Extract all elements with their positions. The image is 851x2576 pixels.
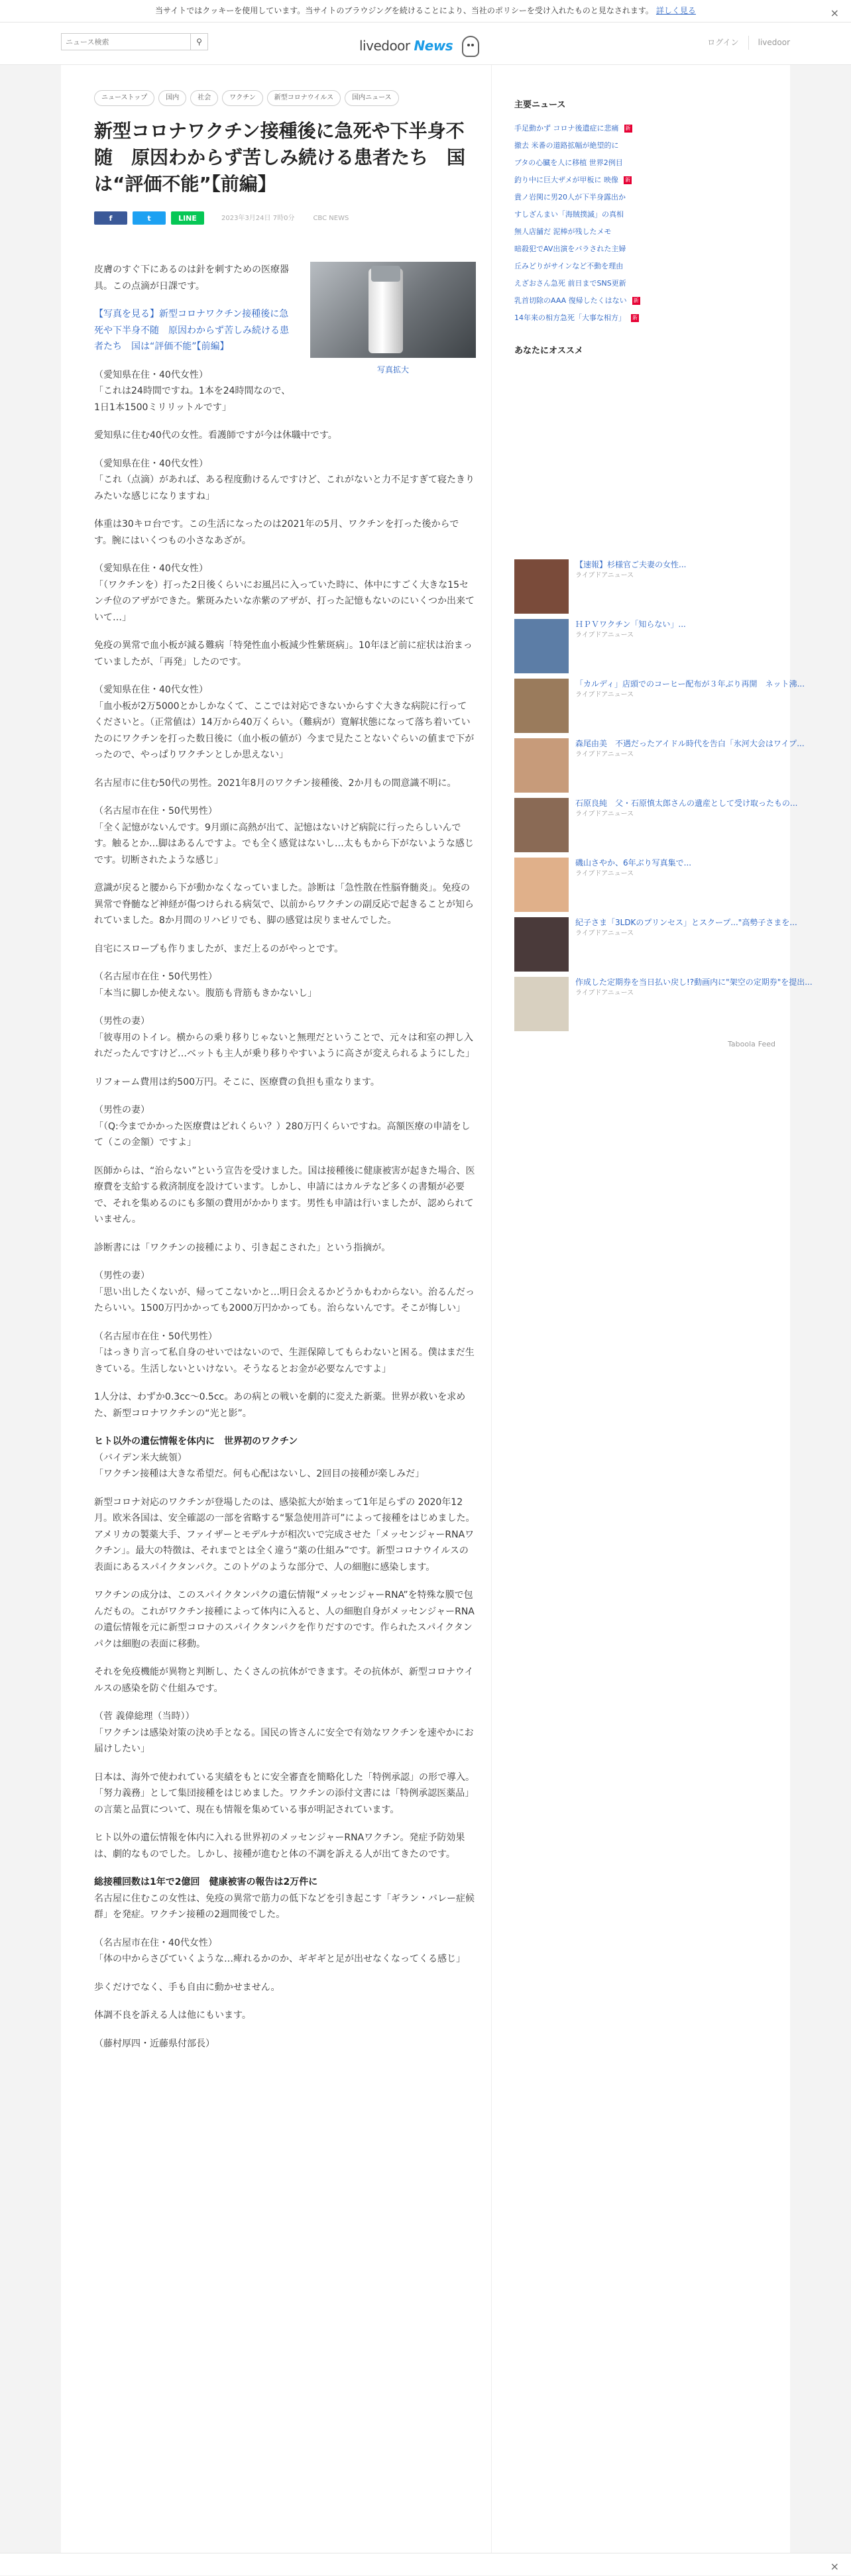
recommend-item[interactable]: [514, 619, 775, 677]
breadcrumb-item[interactable]: ワクチン: [222, 90, 263, 106]
quote-speaker: （名古屋市在住・50代男性）: [94, 972, 217, 983]
quote-text: 「全く記憶がないんです。9月頭に高熱が出て、記憶はないけど病院に行ったらしいんです。触るとか…脚はあるんですよ。でも全く感覚はないし…太ももから下がないような感じです。切断されたような感じ」: [94, 822, 474, 866]
quote-speaker: （愛知県在住・40代女性）: [94, 685, 208, 696]
recommend-source: ライブドアニュース: [575, 930, 634, 938]
recommend-item[interactable]: [514, 798, 798, 856]
top-news-item[interactable]: [514, 206, 775, 223]
taboola-feed: Feed: [758, 1039, 775, 1048]
article-source[interactable]: CBC NEWS: [313, 214, 349, 222]
quote-speaker: （愛知県在住・40代女性）: [94, 458, 208, 469]
photo-enlarge-link[interactable]: 写真拡大: [376, 365, 409, 375]
quote-text: 「（ワクチンを）打った2日後くらいにお風呂に入っていた時に、体中にすごく大きな15センチ位のアザができた。紫斑みたいな赤紫のアザが、打った記憶もないのにいくつか出来ていて…」: [94, 579, 475, 623]
quote-speaker: （バイデン米大統領）: [94, 1452, 187, 1463]
recommend-thumbnail[interactable]: [514, 977, 569, 1031]
recommend-title[interactable]: 森尾由美 不遇だったアイドル時代を告白「氷河大会はワイプ...: [575, 738, 805, 748]
article-paragraph: 免疫の異常で血小板が減る難病「特発性血小板減少性紫斑病」。10年ほど前に症状は治まっていましたが、「再発」したのです。: [94, 640, 473, 667]
top-news-title: 丘みどりがサインなど不動を理由: [514, 261, 624, 270]
article-body: [94, 262, 476, 2052]
quote-text: 「本当に脚しか使えない。腹筋も背筋もきかないし」: [94, 987, 317, 999]
recommend-list: [514, 559, 813, 1035]
recommend-title[interactable]: 作成した定期券を当日払い戻し!?動画内に"架空の定期券"を提出...: [575, 977, 813, 987]
article-photo[interactable]: [310, 262, 476, 377]
recommend-thumbnail[interactable]: [514, 858, 569, 912]
recommend-item[interactable]: [514, 858, 775, 916]
top-news-heading: 主要ニュース: [514, 100, 566, 110]
photo-link[interactable]: 【写真を見る】新型コロナワクチン接種後に急死や下半身不随 原因わからず苦しみ続ける患者たち 国は“評価不能”【前編】: [94, 309, 289, 353]
site-logo[interactable]: [359, 34, 479, 58]
new-badge: 新: [625, 176, 631, 183]
recommend-source: ライブドアニュース: [575, 811, 634, 818]
recommend-source: ライブドアニュース: [575, 691, 634, 699]
logo-news: News: [414, 38, 453, 54]
bottom-bar: [0, 2553, 851, 2575]
line-share-button[interactable]: LINE: [171, 211, 204, 225]
article-paragraph: （藤村厚四・近藤県付部長）: [94, 2038, 215, 2049]
quote-text: 「思い出したくないが、帰ってこないかと…明日会えるかどうかもわからない。治るんだったらいい。1500万円かかっても2000万円かかっても。治らないんです。そこが悔しい」: [94, 1286, 475, 1314]
top-news-item[interactable]: [514, 258, 775, 275]
top-news-title: 撤去 米番の道路拡幅が絶望的に: [514, 140, 619, 150]
recommend-title[interactable]: ＨＰＶワクチン「知らない」...: [575, 619, 686, 629]
top-news-title: ブタの心臓を人に移植 世界2例目: [514, 158, 623, 167]
recommend-title[interactable]: 磯山さやか、6年ぶり写真集で...: [575, 858, 692, 868]
quote-block: [94, 456, 476, 505]
article-paragraph: 歩くだけでなく、手も自由に動かせません。: [94, 1982, 280, 1993]
close-icon[interactable]: ×: [830, 7, 839, 19]
share-bar: [94, 211, 476, 225]
article-paragraph: 名古屋市に住む50代の男性。2021年8月のワクチン接種後、2か月もの間意識不明に。: [94, 777, 457, 789]
recommend-thumbnail[interactable]: [514, 917, 569, 972]
quote-speaker: （愛知県在住・40代女性）: [94, 563, 208, 575]
top-news-item[interactable]: [514, 154, 775, 172]
top-news-item[interactable]: [514, 309, 775, 327]
recommend-title[interactable]: 【速報】杉様官ご夫妻の女性...: [575, 559, 687, 569]
recommend-title[interactable]: 紀子さま「3LDKのプリンセス」とスクープ..."高勢子さまを...: [575, 917, 797, 927]
top-news-item[interactable]: [514, 189, 775, 206]
quote-block: [94, 561, 476, 626]
quote-speaker: （名古屋市在住・40代女性）: [94, 1937, 217, 1948]
top-news-item[interactable]: [514, 292, 775, 309]
recommend-source: ライブドアニュース: [575, 751, 634, 759]
quote-text: 「（Q:今までかかった医療費はどれくらい？）280万円くらいですね。高額医療の申請をして（この金額）ですよ」: [94, 1121, 471, 1148]
mascot-icon: [462, 36, 479, 57]
top-news-title: 14年来の相方急死「大事な相方」: [514, 313, 626, 322]
article-paragraph: 医師からは、“治らない”という宣告を受けました。国は接種後に健康被害が起きた場合、医療費を支給する救済制度を設けています。しかし、申請にはカルテなど多くの書類が必要で、それを集めるのにも多額の費用がかかります。男性も申請は行いましたが、認められていません。: [94, 1165, 475, 1225]
taboola-feed-label[interactable]: [514, 1038, 775, 1050]
article-paragraph: 皮膚のすぐ下にあるのは針を刺すための医療器具。この点滴が日課です。: [94, 264, 289, 292]
recommend-item[interactable]: [514, 559, 775, 618]
top-news-item[interactable]: [514, 172, 775, 189]
quote-text: 「体の中からさびていくような…痺れるかのか、ギギギと足が出せなくなってくる感じ」: [94, 1954, 465, 1965]
quote-block: [94, 1935, 476, 1968]
close-icon[interactable]: ×: [830, 2560, 839, 2573]
top-news-title: えざおさん急死 前日までSNS更新: [514, 278, 626, 288]
recommend-item[interactable]: [514, 917, 797, 976]
top-news-item[interactable]: [514, 223, 775, 241]
cookie-notice: [0, 0, 851, 23]
top-news-title: 乳首切除のAAA 復帰したくはない: [514, 296, 627, 305]
article-paragraph: 体調不良を訴える人は他にもいます。: [94, 2010, 251, 2021]
breadcrumb-item[interactable]: 新型コロナウイルス: [267, 90, 341, 106]
sidebar: [492, 65, 813, 2553]
new-badge: 新: [633, 297, 639, 304]
recommend-item[interactable]: [514, 977, 813, 1035]
top-news-title: 貴ノ岩関に男20人が下半身露出か: [514, 192, 626, 201]
recommend-title[interactable]: 「カルディ」店頭でのコーヒー配布が３年ぶり再開 ネット沸...: [575, 679, 805, 689]
section-heading: 総接種回数は1年で2億回 健康被害の報告は2万件に: [94, 1877, 318, 1888]
top-news-title: 暗殺犯でAV出演をバラされた主婦: [514, 244, 626, 253]
quote-text: 「これ（点滴）があれば、ある程度動けるんですけど、これがないと力不足すぎて寝たきりみたいな感じになりますね」: [94, 475, 475, 502]
recommend-source: ライブドアニュース: [575, 632, 634, 640]
top-news-title: すしざんまい「海賊撲滅」の真相: [514, 209, 624, 219]
quote-speaker: （男性の妻）: [94, 1105, 150, 1116]
login-link[interactable]: ログイン: [707, 38, 739, 47]
breadcrumb-item[interactable]: ニューストップ: [94, 90, 154, 106]
breadcrumb-item[interactable]: 国内: [158, 90, 186, 106]
recommend-heading: あなたにオススメ: [514, 345, 583, 356]
quote-speaker: （名古屋市在住・50代男性）: [94, 1331, 217, 1342]
top-news-list: [514, 120, 775, 327]
top-news-title: 無人店舗だ 泥棒が残したメモ: [514, 227, 612, 236]
main-column: [61, 65, 492, 2553]
article-paragraph: ヒト以外の遺伝情報を体内に入れる世界初のメッセンジャーRNAワクチン。発症予防効果は、劇的なものでした。しかし、接種が進むと体の不調を訴える人が出てきたのです。: [94, 1832, 465, 1860]
recommend-item[interactable]: [514, 679, 805, 737]
quote-text: 「彼専用のトイレ。横からの乗り移りじゃないと無理だということで、元々は和室の押し入れだったんですけど…ベットも主人が乗り移りやすいように高さが変えられるようにした」: [94, 1032, 475, 1060]
recommend-thumbnail[interactable]: [514, 798, 569, 852]
search-input[interactable]: [62, 34, 190, 50]
quote-block: [94, 1102, 476, 1151]
recommend-source: ライブドアニュース: [575, 989, 634, 997]
quote-speaker: （菅 義偉総理（当時））: [94, 1711, 195, 1722]
top-news-item[interactable]: [514, 241, 775, 258]
article-paragraph: 日本は、海外で使われている実績をもとに安全審査を簡略化した「特例承認」の形で導入。「努力義務」として集団接種をはじめました。ワクチンの添付文書には「特例承認医薬品」の言葉と品質について、現在も情報を集めている事が明記されています。: [94, 1771, 475, 1815]
vial-image: [369, 268, 403, 353]
top-news-item[interactable]: [514, 275, 775, 292]
taboola-brand: Taboola: [728, 1039, 756, 1048]
quote-block: [94, 1450, 476, 1483]
quote-block: [94, 803, 476, 868]
article-paragraph: 意識が戻ると腰から下が動かなくなっていました。診断は「急性散在性脳脊髄炎」。免疫の異常で脊髄など神経が傷つけられる病気で、以前からワクチンの副反応で起きることが知られていました。8か月間のリハビリでも、脚の感覚は戻りませんでした。: [94, 883, 475, 926]
breadcrumb-item[interactable]: 社会: [190, 90, 218, 106]
quote-text: 「ワクチンは感染対策の決め手となる。国民の皆さんに安全で有効なワクチンを速やかにお届けしたい」: [94, 1727, 474, 1755]
recommend-thumbnail[interactable]: [514, 619, 569, 673]
logo-livedoor: livedoor: [359, 38, 410, 54]
quote-speaker: （名古屋市在住・50代男性）: [94, 806, 217, 817]
recommend-thumbnail[interactable]: [514, 738, 569, 793]
quote-block: [94, 969, 476, 1001]
facebook-share-button[interactable]: f: [94, 211, 127, 225]
search-box: [61, 33, 208, 50]
quote-text: 「ワクチン接種は大きな希望だ。何も心配はないし、2回目の接種が楽しみだ」: [94, 1469, 425, 1480]
top-news-title: 釣り中に巨大ザメが甲板に 映像: [514, 175, 619, 184]
top-news-item[interactable]: [514, 137, 775, 154]
article-paragraph: それを免疫機能が異物と判断し、たくさんの抗体ができます。その抗体が、新型コロナウイルスの感染を防ぐ仕組みです。: [94, 1667, 474, 1694]
article-paragraph: ワクチンの成分は、このスパイクタンパクの遺伝情報“メッセンジャーRNA”を特殊な膜で包んだもの。これがワクチン接種によって体内に入ると、人の細胞自身がメッセンジャーRNAの遺伝情報を元に新型コロナのスパイクタンパクを作りだすのです。作られたスパイクタンパクは細胞の表面に移動。: [94, 1590, 475, 1650]
quote-text: 「血小板が2万5000とかしかなくて、ここでは対応できないからすぐ大きな病院に行ってくださいと。（正常値は）14万から40万くらい。（難病が）寛解状態になって落ち着いていたのにワクチンを打った数日後に（血小板の値が）今まで見たことないぐらいの値まで下がったので、やっぱりワクチンとしか思えない」: [94, 700, 475, 761]
quote-block: [94, 1708, 476, 1758]
article-paragraph: 名古屋に住むこの女性は、免疫の異常で筋力の低下などを引き起こす「ギラン・バレー症候群」を発症。ワクチン接種の2週間後でした。: [94, 1893, 475, 1921]
quote-text: 「これは24時間ですね。1本を24時間なので、1日1本1500ミリリットルです」: [94, 386, 291, 413]
article-paragraph: 新型コロナ対応のワクチンが登場したのは、感染拡大が始まって1年足らずの 2020年12月。欧米各国は、安全確認の一部を省略する“緊急使用許可”によって接種をはじめました。アメリカの製薬大手、ファイザーとモデルナが相次いで完成させた「メッセンジャーRNAワクチン」。最大の特徴は、それまでとは全く違う“薬の仕組み”です。新型コロナウイルスの表面にあるスパイクタンパク。このトゲのような部分で、人の細胞に感染します。: [94, 1496, 475, 1573]
article-paragraph: 1人分は、わずか0.3cc～0.5cc。あの病との戦いを劇的に変えた新薬。世界が救いを求めた、新型コロナワクチンの“光と影”。: [94, 1392, 466, 1419]
quote-text: 「はっきり言って私自身のせいではないので、生涯保障してもらわないと困る。僕はまだ生きている。生活しないといけない。そうなるとお金が必要なんですよ」: [94, 1347, 475, 1374]
livedoor-link[interactable]: livedoor: [748, 36, 790, 50]
recommend-item[interactable]: [514, 738, 805, 797]
recommend-source: ライブドアニュース: [575, 870, 634, 878]
recommend-source: ライブドアニュース: [575, 572, 634, 580]
new-badge: 新: [625, 125, 631, 131]
recommend-title[interactable]: 石原良純 父・石原慎太郎さんの遺産として受け取ったもの...: [575, 798, 798, 808]
quote-speaker: （愛知県在住・40代女性）: [94, 369, 208, 380]
article-paragraph: 診断書には「ワクチンの接種により、引き起こされた」という指摘が。: [94, 1242, 391, 1253]
twitter-share-button[interactable]: t: [133, 211, 166, 225]
vaccine-photo[interactable]: [310, 262, 476, 358]
article-paragraph: 自宅にスロープも作りましたが、まだ上るのがやっとです。: [94, 943, 344, 954]
cookie-details-link[interactable]: 詳しく見る: [655, 6, 696, 15]
new-badge: 新: [632, 314, 638, 321]
recommend-thumbnail[interactable]: [514, 679, 569, 733]
article-paragraph: 愛知県に住む40代の女性。看護師ですが今は休職中です。: [94, 430, 337, 441]
top-news-title: 手足動かず コロナ後遺症に悲痛: [514, 123, 619, 133]
quote-block: [94, 1268, 476, 1317]
article-date: 2023年3月24日 7時0分: [221, 214, 295, 222]
top-news-item[interactable]: [514, 120, 775, 137]
quote-speaker: （男性の妻）: [94, 1016, 150, 1027]
quote-block: [94, 1013, 476, 1062]
article-title: 新型コロナワクチン接種後に急死や下半身不随 原因わからず苦しみ続ける患者たち 国は“評価不能”【前編】: [94, 120, 466, 195]
recommend-thumbnail[interactable]: [514, 559, 569, 614]
article-paragraph: 体重は30キロ台です。この生活になったのは2021年の5月、ワクチンを打った後からです。腕にはいくつもの小さなあざが。: [94, 519, 459, 546]
quote-speaker: （男性の妻）: [94, 1270, 150, 1282]
search-icon[interactable]: ⚲: [190, 34, 207, 50]
cookie-notice-text: 当サイトではクッキーを使用しています。当サイトのブラウジングを続けることにより、当社のポリシーを受け入れたものと見なされます。: [155, 6, 653, 15]
section-heading: ヒト以外の遺伝情報を体内に 世界初のワクチン: [94, 1436, 298, 1447]
breadcrumb-item[interactable]: 国内ニュース: [345, 90, 399, 106]
quote-block: [94, 682, 476, 763]
site-header: [0, 23, 851, 65]
article-paragraph: リフォーム費用は約500万円。そこに、医療費の負担も重なります。: [94, 1076, 380, 1088]
breadcrumb: [94, 90, 476, 106]
quote-block: [94, 1329, 476, 1378]
